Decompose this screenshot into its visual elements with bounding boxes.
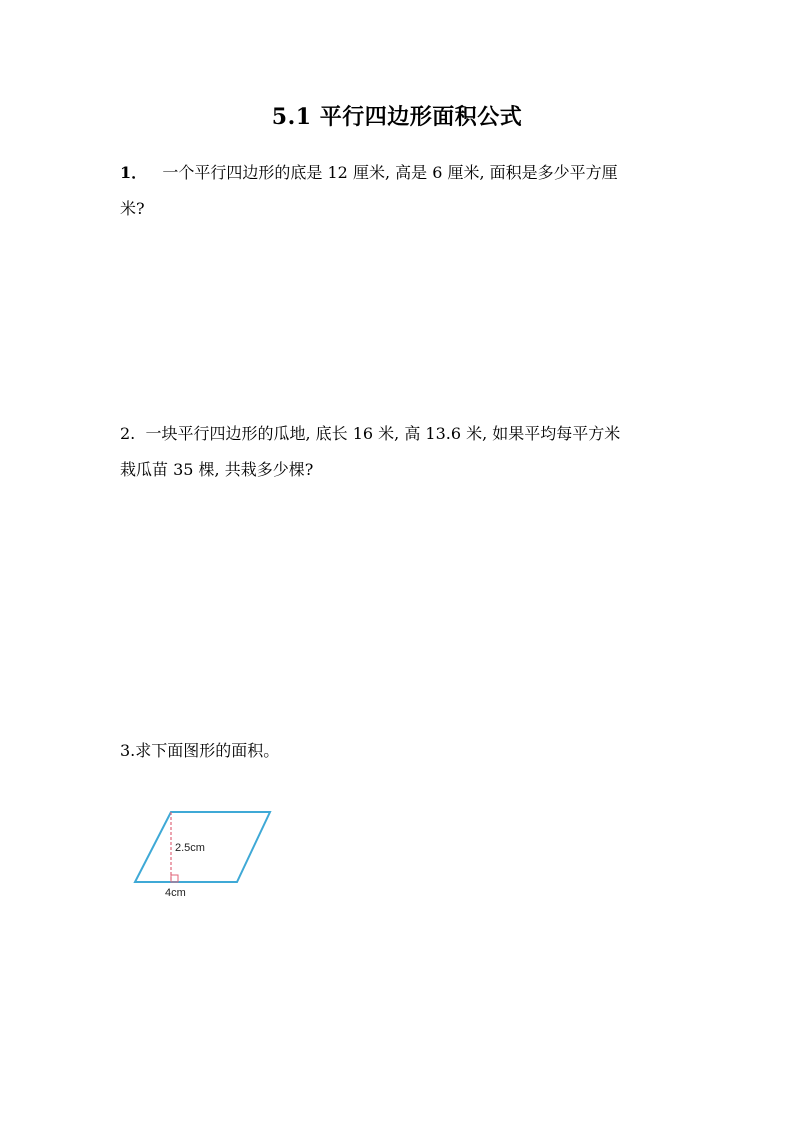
question-1-line-1 [120,155,680,191]
question-2-text-line-1: 一块平行四边形的瓜地, 底长 16 米, 高 13.6 米, 如果平均每平方米 [145,424,621,443]
base-label: 4cm [165,887,186,899]
page-title: 5.1 平行四边形面积公式 [271,104,523,130]
question-1-text-line-1: 一个平行四边形的底是 12 厘米, 高是 6 厘米, 面积是多少平方厘 [162,163,618,182]
question-3-number: 3. [120,741,136,760]
question-2-text-line-2: 栽瓜苗 35 棵, 共栽多少棵? [120,460,314,479]
parallelogram-diagram [120,800,285,905]
parallelogram-figure [120,800,285,905]
question-2-line-1 [120,416,680,452]
question-3-text-line-1: 求下面图形的面积。 [135,741,280,760]
question-2 [120,416,680,488]
question-1-number: 1． [120,163,148,182]
question-3-line-1 [120,733,680,769]
height-label: 2.5cm [175,842,205,854]
question-1-text-line-2: 米? [120,199,145,218]
question-1 [120,155,680,227]
question-3 [120,733,680,769]
question-2-number: 2. [120,424,136,443]
right-angle-marker [171,875,178,882]
